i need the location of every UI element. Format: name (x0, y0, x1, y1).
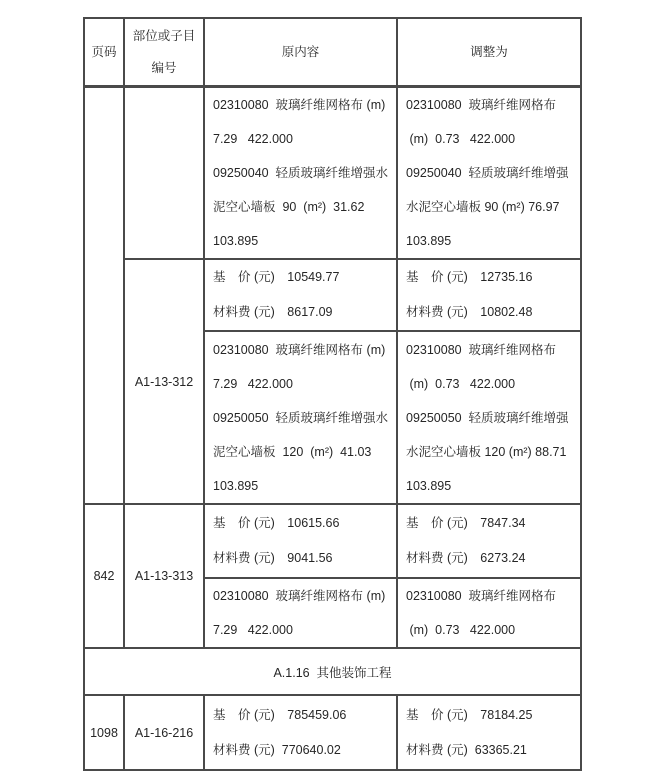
cell-original-detail (204, 578, 397, 648)
text-line: 材料费 (元) 6273.24 (406, 551, 526, 565)
text-line: 09250050 轻质玻璃纤维增强 (406, 410, 569, 425)
text-line: 泥空心墙板 120 (m²) 41.03 (213, 444, 372, 459)
table-row (84, 504, 581, 578)
text-line: 103.895 (213, 233, 259, 248)
cell-code-a1-16-216: A1-16-216 (124, 695, 204, 770)
text-line: 02310080 玻璃纤维网格布 (m) (213, 97, 386, 112)
text-line: 水泥空心墙板 120 (m²) 88.71 (406, 444, 567, 459)
cell-original-price (204, 695, 397, 770)
table-row (84, 86, 581, 259)
cell-adjusted-price (397, 259, 581, 331)
header-item-number (124, 18, 204, 86)
text-line: 02310080 玻璃纤维网格布 (m) (213, 589, 386, 603)
text-line: 09250050 轻质玻璃纤维增强水 (213, 410, 389, 425)
text-line: (m) 0.73 422.000 (406, 376, 516, 391)
cell-original-detail (204, 86, 397, 259)
header-item-line2: 编号 (151, 60, 177, 75)
text-line: 7.29 422.000 (213, 376, 293, 391)
cell-page-842: 842 (84, 504, 124, 648)
cell-code-a1-13-312: A1-13-312 (124, 259, 204, 504)
cell-page-empty (84, 86, 124, 504)
table-row (84, 259, 581, 331)
cell-adjusted-price (397, 504, 581, 578)
text-line: 103.895 (213, 478, 259, 493)
text-line: 基 价 (元) 12735.16 (406, 270, 533, 284)
text-line: 09250040 轻质玻璃纤维增强水 (213, 165, 389, 180)
section-title: A.1.16 其他装饰工程 (84, 648, 581, 695)
cell-original-price (204, 504, 397, 578)
cell-adjusted-price (397, 695, 581, 770)
text-line: 水泥空心墙板 90 (m²) 76.97 (406, 199, 560, 214)
cell-adjusted-detail (397, 86, 581, 259)
text-line: 材料费 (元) 8617.09 (213, 305, 333, 319)
text-line: 材料费 (元) 63365.21 (406, 742, 527, 757)
table-row (84, 695, 581, 770)
text-line: 02310080 玻璃纤维网格布 (406, 342, 557, 357)
text-line: 02310080 玻璃纤维网格布 (406, 589, 557, 603)
adjustment-table (83, 17, 582, 771)
cell-original-detail (204, 331, 397, 504)
text-line: (m) 0.73 422.000 (406, 623, 516, 637)
text-line: 基 价 (元) 10549.77 (213, 270, 340, 284)
header-item-line1: 部位或子目 (132, 28, 196, 43)
text-line: 基 价 (元) 7847.34 (406, 516, 526, 530)
cell-page-1098: 1098 (84, 695, 124, 770)
text-line: 基 价 (元) 785459.06 (213, 707, 347, 722)
header-page-label: 页码 (91, 44, 117, 59)
text-line: 7.29 422.000 (213, 623, 293, 637)
header-original (204, 18, 397, 86)
header-page (84, 18, 124, 86)
text-line: 09250040 轻质玻璃纤维增强 (406, 165, 569, 180)
text-line: 基 价 (元) 10615.66 (213, 516, 340, 530)
cell-original-price (204, 259, 397, 331)
cell-adjusted-detail (397, 578, 581, 648)
text-line: 02310080 玻璃纤维网格布 (406, 97, 557, 112)
text-line: (m) 0.73 422.000 (406, 131, 516, 146)
text-line: 泥空心墙板 90 (m²) 31.62 (213, 199, 365, 214)
text-line: 103.895 (406, 478, 452, 493)
text-line: 材料费 (元) 770640.02 (213, 742, 341, 757)
cell-code-a1-13-313: A1-13-313 (124, 504, 204, 648)
text-line: 材料费 (元) 10802.48 (406, 305, 533, 319)
header-adjusted (397, 18, 581, 86)
header-adjusted-label: 调整为 (470, 44, 508, 59)
text-line: 基 价 (元) 78184.25 (406, 707, 533, 722)
text-line: 材料费 (元) 9041.56 (213, 551, 333, 565)
cell-code-empty (124, 86, 204, 259)
cell-adjusted-detail (397, 331, 581, 504)
text-line: 103.895 (406, 233, 452, 248)
text-line: 7.29 422.000 (213, 131, 293, 146)
text-line: 02310080 玻璃纤维网格布 (m) (213, 342, 386, 357)
header-original-label: 原内容 (281, 44, 320, 59)
section-row (84, 648, 581, 695)
header-row (84, 18, 581, 86)
